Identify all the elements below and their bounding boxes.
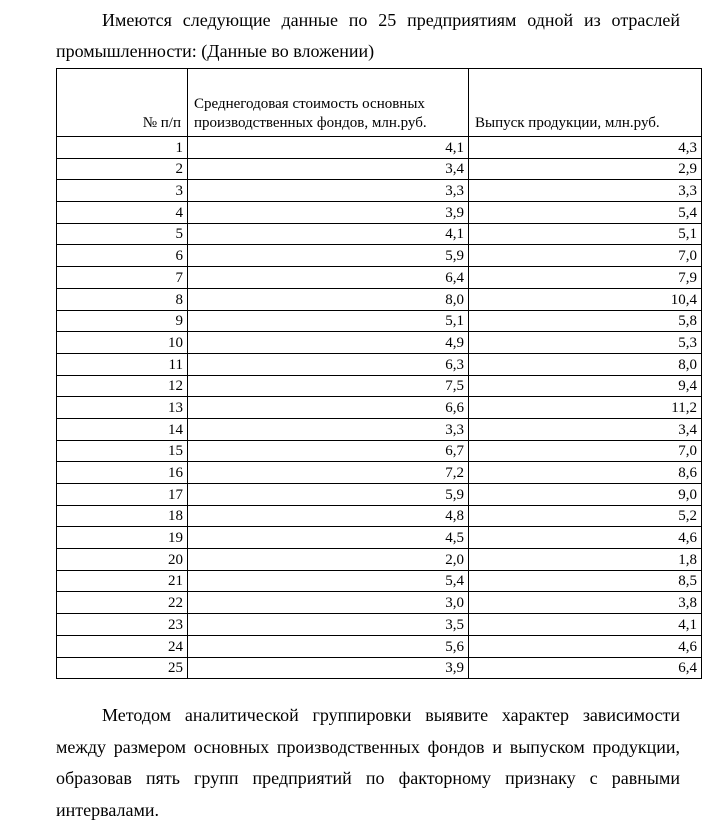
cell-number: 25 bbox=[57, 657, 188, 679]
table-row bbox=[57, 418, 702, 440]
cell-fixed-assets: 5,1 bbox=[188, 310, 469, 332]
cell-fixed-assets: 6,4 bbox=[188, 267, 469, 289]
cell-number: 3 bbox=[57, 180, 188, 202]
table-row bbox=[57, 570, 702, 592]
cell-number: 16 bbox=[57, 462, 188, 484]
table-row bbox=[57, 288, 702, 310]
cell-output: 4,6 bbox=[469, 635, 702, 657]
table-row bbox=[57, 440, 702, 462]
cell-output: 4,1 bbox=[469, 614, 702, 636]
cell-fixed-assets: 3,9 bbox=[188, 202, 469, 224]
table-row bbox=[57, 223, 702, 245]
cell-fixed-assets: 4,1 bbox=[188, 137, 469, 159]
cell-number: 15 bbox=[57, 440, 188, 462]
cell-number: 12 bbox=[57, 375, 188, 397]
cell-number: 22 bbox=[57, 592, 188, 614]
cell-fixed-assets: 3,0 bbox=[188, 592, 469, 614]
cell-output: 9,0 bbox=[469, 484, 702, 506]
cell-number: 5 bbox=[57, 223, 188, 245]
task-paragraph: Методом аналитической группировки выявите характер зависимости между размером основных производственных фондов и выпуском продукции, образовав пять групп предприятий по факторному признаку с равными интервалами. bbox=[56, 705, 680, 820]
table-row bbox=[57, 592, 702, 614]
cell-number: 1 bbox=[57, 137, 188, 159]
table-row bbox=[57, 267, 702, 289]
cell-fixed-assets: 6,6 bbox=[188, 397, 469, 419]
cell-output: 10,4 bbox=[469, 288, 702, 310]
cell-number: 4 bbox=[57, 202, 188, 224]
table-row bbox=[57, 505, 702, 527]
header-number: № п/п bbox=[57, 69, 188, 137]
cell-output: 5,2 bbox=[469, 505, 702, 527]
cell-output: 7,0 bbox=[469, 245, 702, 267]
cell-output: 2,9 bbox=[469, 158, 702, 180]
cell-number: 2 bbox=[57, 158, 188, 180]
table-row bbox=[57, 180, 702, 202]
table-row bbox=[57, 375, 702, 397]
cell-output: 11,2 bbox=[469, 397, 702, 419]
cell-number: 17 bbox=[57, 484, 188, 506]
cell-output: 9,4 bbox=[469, 375, 702, 397]
table-row bbox=[57, 484, 702, 506]
cell-number: 8 bbox=[57, 288, 188, 310]
cell-output: 3,3 bbox=[469, 180, 702, 202]
cell-fixed-assets: 6,7 bbox=[188, 440, 469, 462]
table-row bbox=[57, 137, 702, 159]
cell-fixed-assets: 3,5 bbox=[188, 614, 469, 636]
enterprise-data-table bbox=[56, 68, 702, 679]
cell-number: 20 bbox=[57, 549, 188, 571]
cell-output: 7,0 bbox=[469, 440, 702, 462]
table-body bbox=[57, 137, 702, 679]
cell-output: 5,1 bbox=[469, 223, 702, 245]
cell-number: 23 bbox=[57, 614, 188, 636]
table-row bbox=[57, 462, 702, 484]
cell-output: 7,9 bbox=[469, 267, 702, 289]
cell-number: 7 bbox=[57, 267, 188, 289]
cell-output: 8,5 bbox=[469, 570, 702, 592]
table-header-row bbox=[57, 69, 702, 137]
cell-fixed-assets: 5,4 bbox=[188, 570, 469, 592]
cell-fixed-assets: 4,1 bbox=[188, 223, 469, 245]
table-row bbox=[57, 397, 702, 419]
table-row bbox=[57, 245, 702, 267]
cell-fixed-assets: 7,2 bbox=[188, 462, 469, 484]
cell-fixed-assets: 3,4 bbox=[188, 158, 469, 180]
cell-number: 10 bbox=[57, 332, 188, 354]
cell-output: 3,8 bbox=[469, 592, 702, 614]
cell-fixed-assets: 5,6 bbox=[188, 635, 469, 657]
cell-number: 14 bbox=[57, 418, 188, 440]
intro-paragraph: Имеются следующие данные по 25 предприятиям одной из отраслей промышленности: (Данные во вложении) bbox=[56, 10, 680, 61]
cell-output: 4,3 bbox=[469, 137, 702, 159]
cell-fixed-assets: 5,9 bbox=[188, 245, 469, 267]
cell-fixed-assets: 6,3 bbox=[188, 353, 469, 375]
cell-fixed-assets: 3,3 bbox=[188, 418, 469, 440]
table-row bbox=[57, 332, 702, 354]
table-row bbox=[57, 635, 702, 657]
cell-number: 21 bbox=[57, 570, 188, 592]
table-row bbox=[57, 202, 702, 224]
table-row bbox=[57, 527, 702, 549]
table-row bbox=[57, 614, 702, 636]
cell-fixed-assets: 7,5 bbox=[188, 375, 469, 397]
table-row bbox=[57, 310, 702, 332]
cell-output: 8,0 bbox=[469, 353, 702, 375]
cell-number: 13 bbox=[57, 397, 188, 419]
cell-output: 4,6 bbox=[469, 527, 702, 549]
cell-fixed-assets: 2,0 bbox=[188, 549, 469, 571]
cell-fixed-assets: 4,8 bbox=[188, 505, 469, 527]
table-row bbox=[57, 657, 702, 679]
header-output: Выпуск продукции, млн.руб. bbox=[469, 69, 702, 137]
cell-number: 24 bbox=[57, 635, 188, 657]
cell-output: 1,8 bbox=[469, 549, 702, 571]
cell-fixed-assets: 8,0 bbox=[188, 288, 469, 310]
cell-number: 9 bbox=[57, 310, 188, 332]
cell-fixed-assets: 3,3 bbox=[188, 180, 469, 202]
cell-output: 5,3 bbox=[469, 332, 702, 354]
cell-output: 5,8 bbox=[469, 310, 702, 332]
cell-number: 6 bbox=[57, 245, 188, 267]
header-fixed-assets: Среднегодовая стоимость основных производственных фондов, млн.руб. bbox=[188, 69, 469, 137]
table-row bbox=[57, 353, 702, 375]
cell-number: 19 bbox=[57, 527, 188, 549]
table-row bbox=[57, 158, 702, 180]
cell-number: 18 bbox=[57, 505, 188, 527]
cell-fixed-assets: 4,5 bbox=[188, 527, 469, 549]
cell-fixed-assets: 4,9 bbox=[188, 332, 469, 354]
cell-output: 3,4 bbox=[469, 418, 702, 440]
table-row bbox=[57, 549, 702, 571]
cell-fixed-assets: 5,9 bbox=[188, 484, 469, 506]
cell-output: 6,4 bbox=[469, 657, 702, 679]
cell-output: 8,6 bbox=[469, 462, 702, 484]
cell-output: 5,4 bbox=[469, 202, 702, 224]
cell-fixed-assets: 3,9 bbox=[188, 657, 469, 679]
cell-number: 11 bbox=[57, 353, 188, 375]
